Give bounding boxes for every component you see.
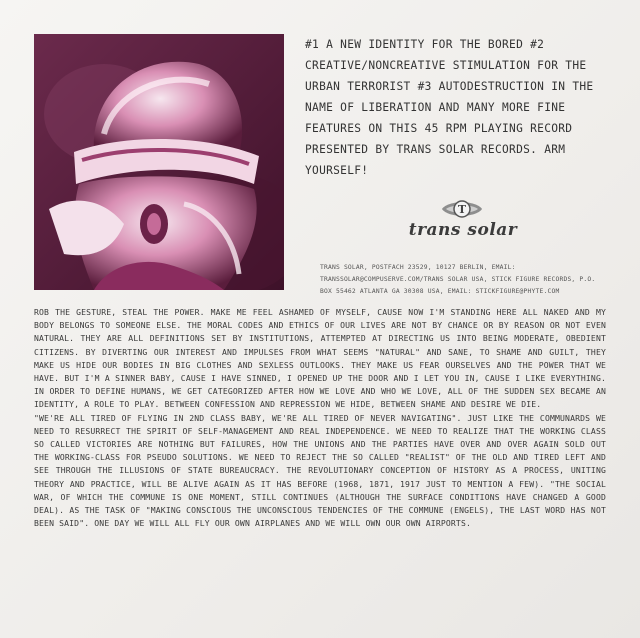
essay-paragraph-2: "WE'RE ALL TIRED OF FLYING IN 2ND CLASS BABY, WE'RE ALL TIRED OF NEVER NAVIGATING". JUST LIKE THE COMMUNARDS WE NEED TO RESURRECT THE SPIRIT OF SELF-MANAGEMENT AND REAL INDEPENDENCE. WE NEED TO REALIZE THAT THE WORKING CLASS SO CALLED VICTORIES ARE NOTHING BUT FAILURES, HOW THE UNIONS AND THE PARTIES HAVE OVER AND OVER AGAIN SOLD OUT THE WORKING-CLASS FOR PSEUDO SOLUTIONS. WE NEED TO REJECT THE SO CALLED "REALIST" OF THE OLD AND TIRED LEFT AND SEE THROUGH THE ILLUSIONS OF STATE BUREAUCRACY. THE REVOLUTIONARY CONCEPTION OF HISTORY AS A PROCESS, UNITING THEORY AND PRACTICE, WILL BE ALIVE AGAIN AS IT HAS BEFORE (1968, 1871, 1917 JUST TO MENTION A FEW). "THE SOCIAL WAR, OF WHICH THE COMMUNE IS ONE MOMENT, STILL CONTINUES (ALTHOUGH THE SURFACE CONDITIONS HAVE CHANGED A GOOD DEAL). AS THE TASK OF "MAKING CONSCIOUS THE UNCONSCIOUS TENDENCIES OF THE COMMUNE (ENGELS), THE LAST WORD HAS NOT BEEN SAID". ONE DAY WE WILL ALL FLY OUR OWN AIRPLANES AND WE WILL OWN OUR OWN AIRPORTS. — [34, 412, 606, 529]
logo-wordmark: trans solar — [408, 220, 518, 240]
contact-address: TRANS SOLAR, POSTFACH 23529, 10127 BERLIN, EMAIL: TRANSSOLAR@COMPUSERVE.COM/TRANS SOLAR USA, STICK FIGURE RECORDS, P.O. BOX 55462 ATLANTA GA 30308 USA, EMAIL: STICKFIGURE@PHYTE.COM — [320, 264, 596, 295]
helmeted-figure-illustration — [34, 34, 284, 290]
manifesto-text: #1 A NEW IDENTITY FOR THE BORED #2 CREATIVE/NONCREATIVE STIMULATION FOR THE URBAN TERRORIST #3 AUTODESTRUCTION IN THE NAME OF LIBERATION AND MANY MORE FINE FEATURES ON THIS 45 RPM PLAYING RECORD PRESENTED BY TRANS SOLAR RECORDS. ARM YOURSELF! — [305, 38, 594, 177]
logo-emblem-letter: T — [457, 203, 467, 216]
winged-circle-icon — [440, 196, 484, 222]
essay-paragraph-1: ROB THE GESTURE, STEAL THE POWER. MAKE ME FEEL ASHAMED OF MYSELF, CAUSE NOW I'M STANDING HERE ALL NAKED AND MY BODY BELONGS TO SOMEONE ELSE. THE MORAL CODES AND ETHICS OF OUR LIVES ARE NOT BY CHANCE OR BY REASON OR NOT EVEN NATURAL. THEY ARE ALL DEFINITIONS SET BY INSTITUTIONS, ATTEMPTED AT DIRECTING US INTO BEING MODERATE, OBEDIENT CITIZENS. BY DIVERTING OUR INTEREST AND IMPULSES FROM WHAT SEEMS "NATURAL" AND SANE, TO SHAME AND GUILT, THEY MAKE US HIDE OUR BODIES IN BIG CLOTHES AND SEXLESS OUTLOOKS. THEY MAKE US FEAR OURSELVES AND THE POWER THAT WE HAVE. BUT I'M A SINNER BABY, CAUSE I HAVE SINNED, I OPENED UP THE DOOR AND I LET YOU IN, CAUSE I LIKE EVERYTHING. IN ORDER TO DEFINE HUMANS, WE GET CATEGORIZED AFTER HOW WE LOVE AND WHO WE LOVE, ALL OF THE SUDDEN SEX BECAME AN IDENTITY, A ROLE TO PLAY. BETWEEN CONFESSION AND REPRESSION WE HIDE, BETWEEN SHAME AND DESIRE WE DIE. — [34, 307, 606, 410]
trans-solar-logo — [388, 196, 538, 244]
essay-text — [34, 306, 606, 530]
cover-artwork — [34, 34, 284, 290]
